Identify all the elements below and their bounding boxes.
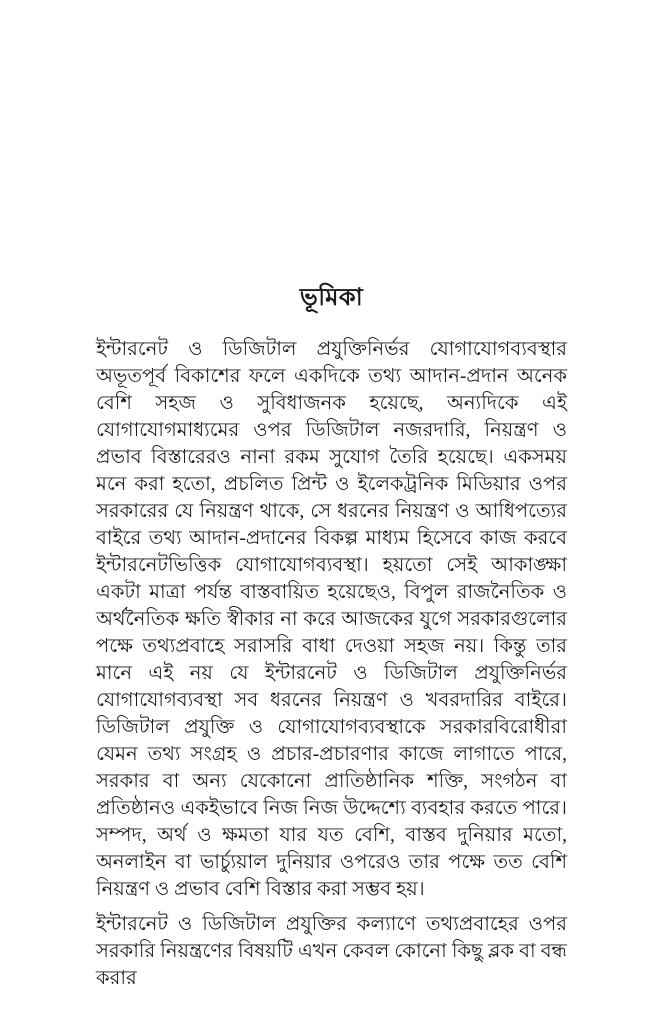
paragraph-1: ইন্টারনেট ও ডিজিটাল প্রযুক্তিনির্ভর যোগাযোগব্যবস্থার অভূতপূর্ব বিকাশের ফলে একদিকে তথ্য আদান-প্রদান অনেক বেশি সহজ ও সুবিধাজনক হয়েছে, অন্যদিকে এই যোগাযোগমাধ্যমের ওপর ডিজিটাল নজরদারি, নিয়ন্ত্রণ ও প্রভাব বিস্তারেরও নানা রকম সুযোগ তৈরি হয়েছে। একসময় মনে করা হতো, প্রচলিত প্রিন্ট ও ইলেকট্রনিক মিডিয়ার ওপর সরকারের যে নিয়ন্ত্রণ থাকে, সে ধরনের নিয়ন্ত্রণ ও আধিপত্যের বাইরে তথ্য আদান-প্রদানের বিকল্প মাধ্যম হিসেবে কাজ করবে ইন্টারনেটভিত্তিক যোগাযোগব্যবস্থা। হয়তো সেই আকাঙ্ক্ষা একটা মাত্রা পর্যন্ত বাস্তবায়িত হয়েছেও, বিপুল রাজনৈতিক ও অর্থনৈতিক ক্ষতি স্বীকার না করে আজকের যুগে সরকারগুলোর পক্ষে তথ্যপ্রবাহে সরাসরি বাধা দেওয়া সহজ নয়। কিন্তু তার মানে এই নয় যে ইন্টারনেট ও ডিজিটাল প্রযুক্তিনির্ভর যোগাযোগব্যবস্থা সব ধরনের নিয়ন্ত্রণ ও খবরদারির বাইরে। ডিজিটাল প্রযুক্তি ও যোগাযোগব্যবস্থাকে সরকারবিরোধীরা যেমন তথ্য সংগ্রহ ও প্রচার-প্রচারণার কাজে লাগাতে পারে, সরকার বা অন্য যেকোনো প্রাতিষ্ঠানিক শক্তি, সংগঠন বা প্রতিষ্ঠানও একইভাবে নিজ নিজ উদ্দেশ্যে ব্যবহার করতে পারে। সম্পদ, অর্থ ও ক্ষমতা যার যত বেশি, বাস্তব দুনিয়ার মতো, অনলাইন বা ভার্চ্যুয়াল দুনিয়ার ওপরেও তার পক্ষে তত বেশি নিয়ন্ত্রণ ও প্রভাব বেশি বিস্তার করা সম্ভব হয়। (96, 339, 567, 900)
chapter-body (96, 336, 567, 992)
chapter-title: ভূমিকা (299, 285, 364, 311)
paragraph-2: ইন্টারনেট ও ডিজিটাল প্রযুক্তির কল্যাণে তথ্যপ্রবাহের ওপর সরকারি নিয়ন্ত্রণের বিষয়টি এখন কেবল কোনো কিছু ব্লক বা বন্ধ করার (96, 914, 567, 989)
